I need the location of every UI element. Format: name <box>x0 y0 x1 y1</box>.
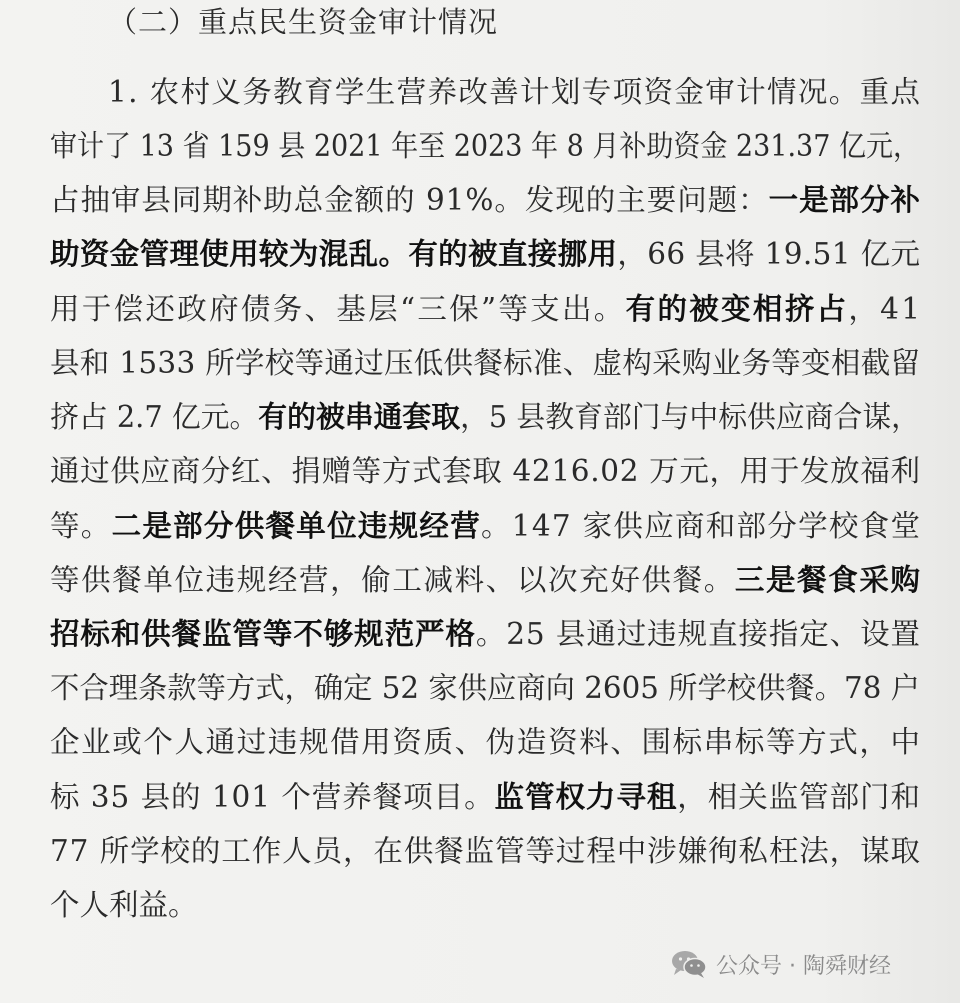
text-line <box>50 560 920 600</box>
text-line <box>50 397 920 437</box>
text-segment: ，41 <box>848 292 923 326</box>
text-line <box>50 885 920 925</box>
text-segment: ，5 县教育部门与中标供应商合谋， <box>460 400 920 434</box>
text-line <box>50 180 920 220</box>
bold-text-segment: 招标和供餐监管等不够规范严格 <box>50 616 476 651</box>
text-segment: 占抽审县同期补助总金额的 91%。发现的主要问题： <box>50 183 769 217</box>
text-segment: 审计了 13 省 159 县 2021 年至 2023 年 8 月补助资金 231.37 亿元， <box>50 129 920 163</box>
text-line <box>50 722 920 762</box>
text-segment: 77 所学校的工作人员，在供餐监管等过程中涉嫌徇私枉法，谋取 <box>50 834 921 868</box>
text-line <box>108 72 920 112</box>
text-segment: 通过供应商分红、捐赠等方式套取 4216.02 万元，用于发放福利 <box>50 454 921 488</box>
text-line <box>50 343 920 383</box>
text-segment: ，66 县将 19.51 亿元 <box>617 237 921 271</box>
text-line <box>50 289 923 329</box>
text-segment: 1. 农村义务教育学生营养改善计划专项资金审计情况。重点 <box>108 75 922 109</box>
text-line <box>50 234 920 274</box>
text-line <box>50 614 920 654</box>
section-heading: （二）重点民生资金审计情况 <box>108 5 499 39</box>
text-segment: 等供餐单位违规经营，偷工减料、以次充好供餐。 <box>50 563 735 597</box>
text-segment: 用于偿还政府债务、基层“三保”等支出。 <box>50 292 626 326</box>
text-line <box>50 451 920 491</box>
text-segment: 。25 县通过违规直接指定、设置 <box>475 617 921 651</box>
text-segment: 不合理条款等方式，确定 52 家供应商向 2605 所学校供餐。78 户 <box>50 671 920 705</box>
text-segment: 挤占 2.7 亿元。 <box>50 400 259 434</box>
text-line <box>50 126 920 166</box>
wechat-icon <box>670 949 708 979</box>
text-segment: 个人利益。 <box>50 888 198 922</box>
text-segment: 。147 家供应商和部分学校食堂 <box>481 509 922 543</box>
text-line <box>50 668 920 708</box>
text-segment: 等。 <box>50 509 112 543</box>
text-segment: 县和 1533 所学校等通过压低供餐标准、虚构采购业务等变相截留 <box>50 346 921 380</box>
text-segment: 企业或个人通过违规借用资质、伪造资料、围标串标等方式，中 <box>50 725 922 759</box>
text-line <box>50 777 920 817</box>
text-segment: 标 35 县的 101 个营养餐项目。 <box>50 780 495 814</box>
watermark-text: 公众号 · 陶舜财经 <box>716 953 891 979</box>
bold-text-segment: 一是部分补 <box>768 182 921 217</box>
bold-text-segment: 二是部分供餐单位违规经营 <box>111 508 482 543</box>
text-line <box>50 831 920 871</box>
bold-text-segment: 有的被变相挤占 <box>625 291 849 326</box>
watermark <box>670 944 891 984</box>
bold-text-segment: 有的被串通套取 <box>258 399 461 434</box>
bold-text-segment: 监管权力寻租 <box>494 779 678 814</box>
text-line <box>50 506 920 546</box>
bold-text-segment: 助资金管理使用较为混乱。有的被直接挪用 <box>50 236 618 271</box>
text-segment: ，相关监管部门和 <box>677 780 921 814</box>
bold-text-segment: 三是餐食采购 <box>734 562 922 597</box>
